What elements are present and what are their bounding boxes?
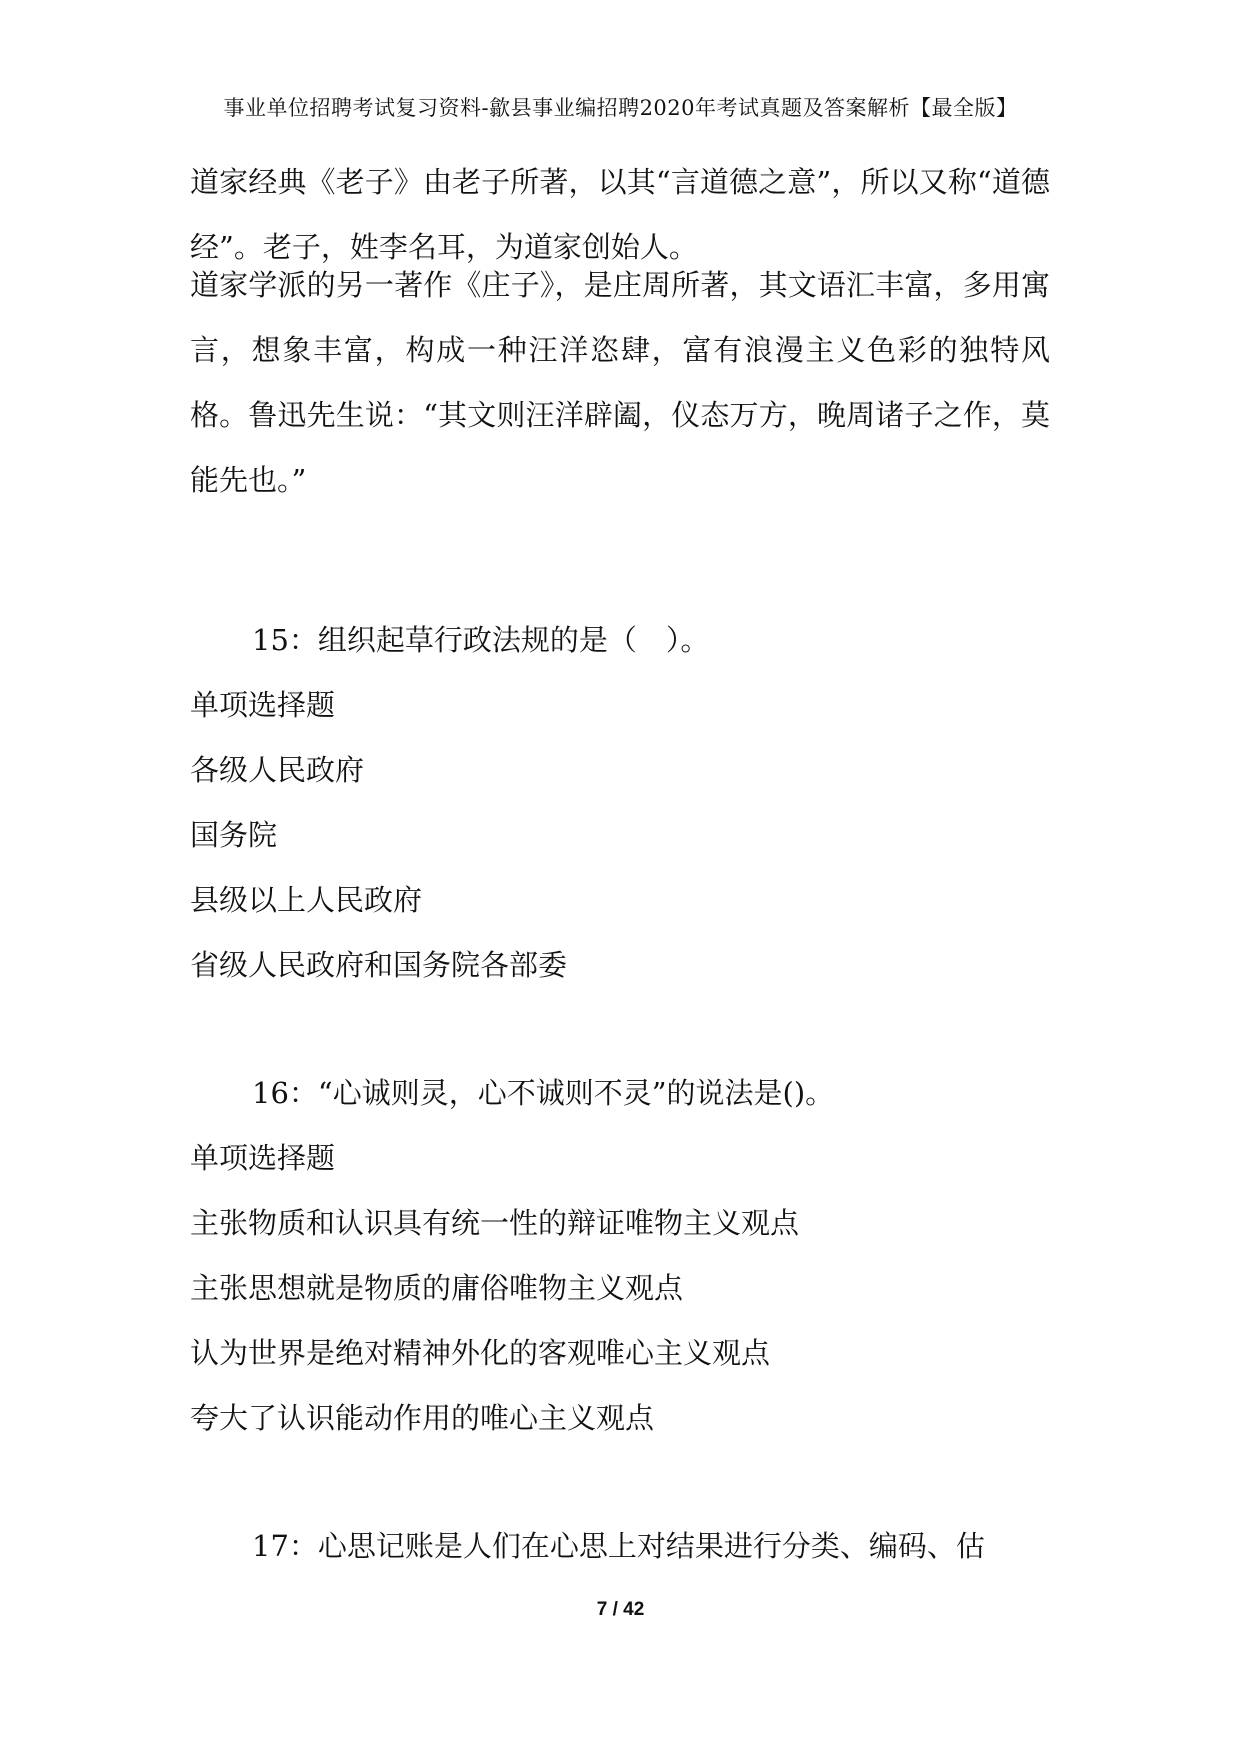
question-15 xyxy=(190,608,1050,998)
intro-paragraph-2 xyxy=(190,253,1050,513)
option-d: 夸大了认识能动作用的唯心主义观点 xyxy=(190,1401,655,1435)
question-type: 单项选择题 xyxy=(190,688,336,722)
question-17 xyxy=(190,1514,1050,1579)
question-16 xyxy=(190,1061,1050,1451)
option-b: 国务院 xyxy=(190,818,278,852)
paragraph-text: 道家经典《老子》由老子所著，以其“言道德之意”，所以又称“道德经”。老子，姓李名耳，为道家创始人。 xyxy=(190,165,1050,264)
question-title: 15：组织起草行政法规的是（ ）。 xyxy=(252,623,710,657)
question-title: 16：“心诚则灵，心不诚则不灵”的说法是()。 xyxy=(252,1076,835,1110)
option-c: 县级以上人民政府 xyxy=(190,883,423,917)
option-c: 认为世界是绝对精神外化的客观唯心主义观点 xyxy=(190,1336,771,1370)
question-type: 单项选择题 xyxy=(190,1141,336,1175)
question-title: 17：心思记账是人们在心思上对结果进行分类、编码、估 xyxy=(252,1529,985,1563)
paragraph-text: 道家学派的另一著作《庄子》，是庄周所著，其文语汇丰富，多用寓言，想象丰富，构成一种汪洋恣肆，富有浪漫主义色彩的独特风格。鲁迅先生说：“其文则汪洋辟阖，仪态万方，晚周诸子之作，莫能先也。” xyxy=(190,268,1050,497)
option-a: 主张物质和认识具有统一性的辩证唯物主义观点 xyxy=(190,1206,800,1240)
option-a: 各级人民政府 xyxy=(190,753,365,787)
page-number: 7 / 42 xyxy=(596,1599,645,1620)
option-b: 主张思想就是物质的庸俗唯物主义观点 xyxy=(190,1271,684,1305)
option-d: 省级人民政府和国务院各部委 xyxy=(190,948,568,982)
page-header: 事业单位招聘考试复习资料-歙县事业编招聘2020年考试真题及答案解析【最全版】 xyxy=(223,96,1018,120)
